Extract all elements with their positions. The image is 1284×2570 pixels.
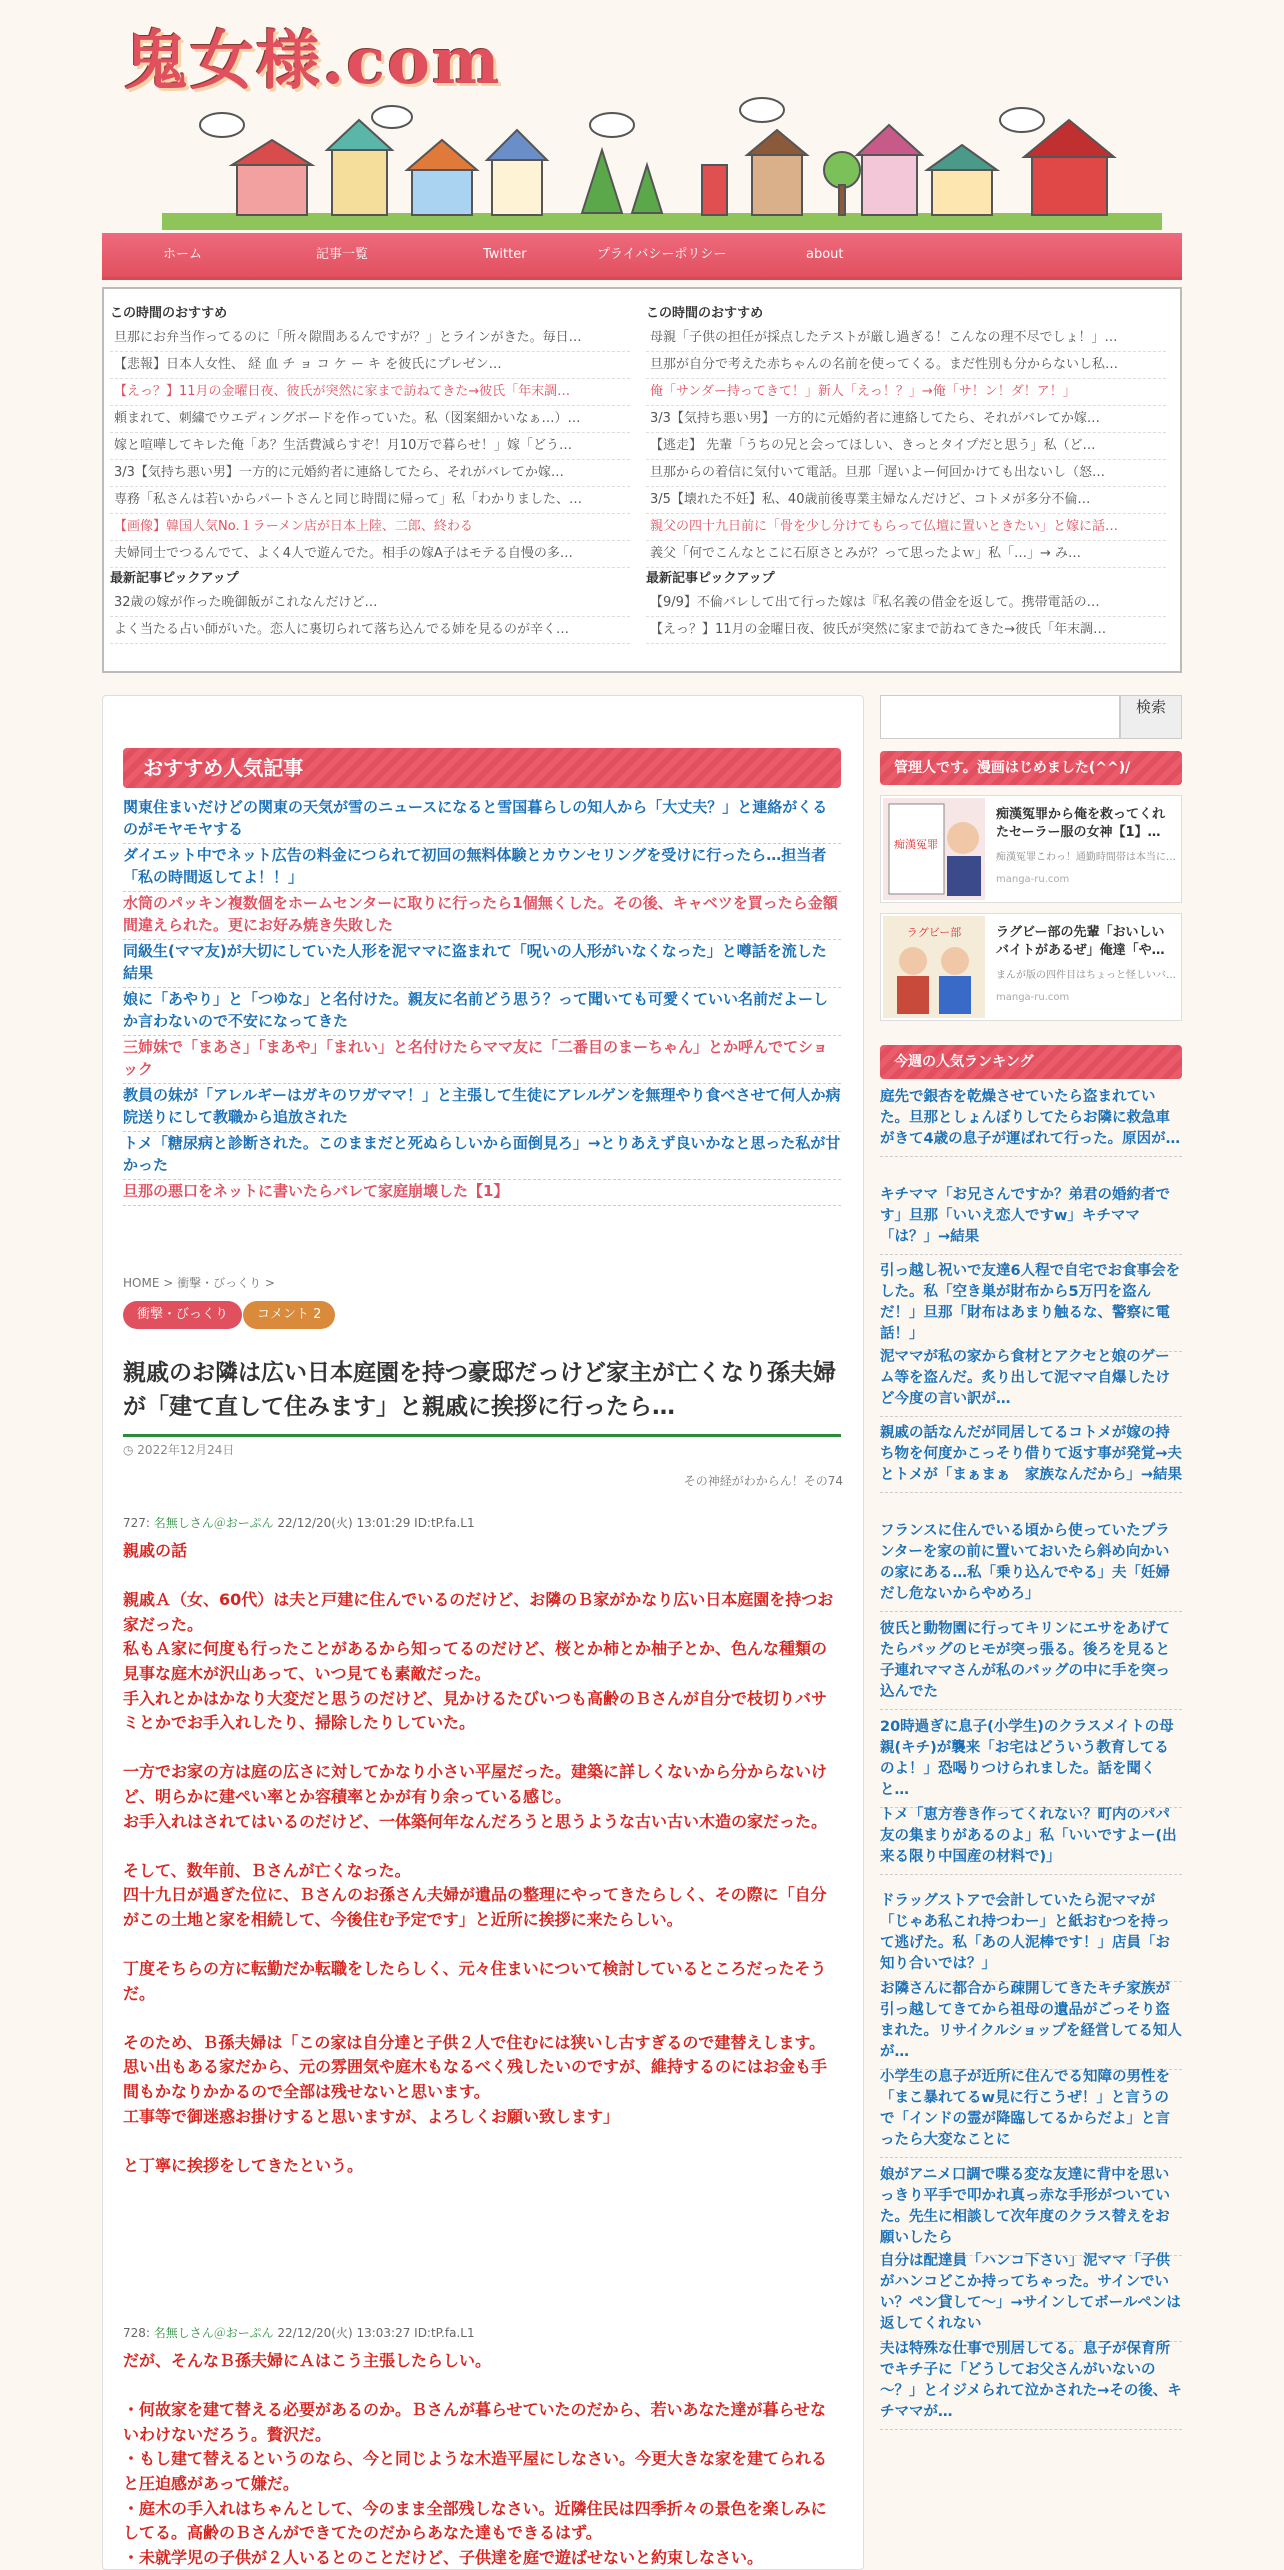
- recommended-article-link[interactable]: ダイエット中でネット広告の料金につられて初回の無料体験とカウンセリングを受けに行ったら…担当者「私の時間返してよ！！」: [123, 844, 841, 892]
- pickup-link[interactable]: 旦那にお弁当作ってるのに「所々隙間あるんですが？」とラインがきた。毎日…: [110, 325, 630, 352]
- recommended-article-link[interactable]: 水筒のパッキン複数個をホームセンターに取りに行ったら1個無くした。その後、キャベツを買ったら金額間違えられた。更にお好み焼き失敗した: [123, 892, 841, 940]
- pickup-link[interactable]: 3/3【気持ち悪い男】一方的に元婚約者に連絡してたら、それがバレてか嫁…: [646, 406, 1166, 433]
- ranking-item[interactable]: トメ「恵方巻き作ってくれない？町内のパパ友の集まりがあるのよ」私「いいですよー(出来る限り中国産の材料で)」: [880, 1805, 1182, 1875]
- article-series-label: その神経がわからん！その74: [683, 1474, 843, 1488]
- recommended-article-link[interactable]: 教員の妹が「アレルギーはガキのワガママ！」と主張して生徒にアレルゲンを無理やり食べさせて何人か病院送りにして教職から追放された: [123, 1084, 841, 1132]
- pickup-link[interactable]: 俺「サンダー持ってきて！」新人「えっ！？」→俺「サ！ン！ダ！ア！」: [646, 379, 1166, 406]
- pickup-link[interactable]: 頼まれて、刺繍でウエディングボードを作っていた。私（図案細かいなぁ…）…: [110, 406, 630, 433]
- manga-card-desc: まんが版の四件目はちょっと怪しいバ…: [996, 970, 1176, 981]
- ranking-item[interactable]: 自分は配達員「ハンコ下さい」泥ママ「子供がハンコどこか持ってちゃった。サインでいい？ペン貸して～」→サインしてボールペンは返してくれない: [880, 2251, 1182, 2342]
- pickup-link[interactable]: 【えっ？】11月の金曜日夜、彼氏が突然に家まで訪ねてきた→彼氏「年末調…: [110, 379, 630, 406]
- ranking-item[interactable]: 20時過ぎに息子(小学生)のクラスメイトの母親(キチ)が襲来「お宅はどういう教育してるのよ！」恐喝りつけられました。話を聞くと…: [880, 1717, 1182, 1808]
- post-body: だが、そんなＢ孫夫婦にＡはこう主張したらしい。 ・何故家を建て替える必要があるのか。Ｂさんが暮らせていたのだから、若いあなた達が暮らせないわけないだろう。贅沢だ。 ・もし建て替えるというのなら、今と同じような木造平屋にしなさい。今更大きな家を建てられると圧迫感があって嫌だ。 ・庭木の手入れはちゃんとして、今のまま全部残しなさい。近隣住民は四季折々の景色を楽しみにしてる。高齢のＢさんができてたのだからあなた達もできるはず。 ・未就学児の子供が２人いるとのことだけど、子供達を庭で遊ばせないと約束しなさい。: [123, 2351, 828, 2567]
- ranking-item[interactable]: 親戚の話なんだが同居してるコトメが嫁の持ち物を何度かこっそり借りて返す事が発覚→夫とトメが「まぁまぁ 家族なんだから」→結果: [880, 1423, 1182, 1493]
- recommended-article-link[interactable]: 関東住まいだけどの関東の天気が雪のニュースになると雪国暮らしの知人から「大丈夫？」と連絡がくるのがモヤモヤする: [123, 796, 841, 844]
- pickup-link[interactable]: 義父「何でこんなとこに石原さとみが？って思ったよｗ」私「…」→ み…: [646, 541, 1166, 568]
- pickup-link[interactable]: 【9/9】不倫バレして出て行った嫁は『私名義の借金を返して。携帯電話の…: [646, 590, 1166, 617]
- pickup-link[interactable]: 32歳の嫁が作った晩御飯がこれなんだけど…: [110, 590, 630, 617]
- search-input[interactable]: [880, 695, 1120, 739]
- pickup-link[interactable]: 【えっ？】11月の金曜日夜、彼氏が突然に家まで訪ねてきた→彼氏「年末調…: [646, 617, 1166, 644]
- ranking-item[interactable]: 娘がアニメ口調で喋る変な友達に背中を思いっきり平手で叩かれ真っ赤な手形がついていた。先生に相談して次年度のクラス替えをお願いしたら: [880, 2165, 1182, 2256]
- pickup-right-column: [646, 303, 1166, 644]
- comment-count-badge[interactable]: コメント 2: [243, 1301, 335, 1329]
- recommended-article-link[interactable]: 三姉妹で「まあさ」「まあや」「まれい」と名付けたらママ友に「二番目のまーちゃん」とか呼んでてショック: [123, 1036, 841, 1084]
- pickup-link[interactable]: 3/3【気持ち悪い男】一方的に元婚約者に連絡してたら、それがバレてか嫁…: [110, 460, 630, 487]
- ranking-item[interactable]: 彼氏と動物園に行ってキリンにエサをあげてたらバッグのヒモが突っ張る。後ろを見ると子連れママさんが私のバッグの中に手を突っ込んでた: [880, 1619, 1182, 1710]
- pickup-link[interactable]: 【悲報】日本人女性、 経 血 チ ョ コ ケ ー キ を彼氏にプレゼン…: [110, 352, 630, 379]
- pickup-link[interactable]: 親父の四十九日前に「骨を少し分けてもらって仏壇に置いときたい」と嫁に話…: [646, 514, 1166, 541]
- search-button[interactable]: 検索: [1120, 695, 1182, 739]
- manga-cover-text: 痴漢冤罪: [894, 838, 938, 851]
- manga-card-title: ラグビー部の先輩「おいしいバイトがあるぜ」俺達「や…: [996, 925, 1165, 958]
- manga-card[interactable]: [880, 913, 1182, 1021]
- ranking-item[interactable]: 泥ママが私の家から食材とアクセと娘のゲーム等を盗んだ。炙り出して泥ママ自爆したけど今度の言い訳が…: [880, 1347, 1182, 1417]
- post-meta: 728: 名無しさん＠おーぷん 22/12/20(火) 13:03:27 ID:tP.fa.L1: [123, 2326, 475, 2340]
- pickup-link[interactable]: 旦那が自分で考えた赤ちゃんの名前を使ってくる。まだ性別も分からないし私…: [646, 352, 1166, 379]
- pickup-heading: 最新記事ピックアップ: [646, 571, 775, 586]
- pickup-left-column: [110, 303, 630, 644]
- clock-icon: ◷: [123, 1443, 138, 1457]
- pickup-link[interactable]: 3/5【壊れた不妊】私、40歳前後専業主婦なんだけど、コトメが多分不倫…: [646, 487, 1166, 514]
- site-header: [102, 0, 1182, 232]
- ranking-item[interactable]: お隣さんに都合から疎開してきたキチ家族が引っ越してきてから祖母の遺品がごっそり盗まれた。リサイクルショップを経営してる知人が…: [880, 1979, 1182, 2070]
- manga-thumbnail: [883, 916, 985, 1018]
- post-meta: 727: 名無しさん＠おーぷん 22/12/20(火) 13:01:29 ID:tP.fa.L1: [123, 1516, 475, 1530]
- recommended-article-link[interactable]: 娘に「あやり」と「つゆな」と名付けた。親友に名前どう思う？って聞いても可愛くていい名前だよーしか言わないので不安になってきた: [123, 988, 841, 1036]
- site-logo[interactable]: 鬼女様.com: [124, 24, 502, 99]
- recommended-article-link[interactable]: トメ「糖尿病と診断された。このままだと死ぬらしいから面倒見ろ」→とりあえず良いかなと思った私が甘かった: [123, 1132, 841, 1180]
- main-content: [102, 695, 864, 2570]
- pickup-heading: この時間のおすすめ: [646, 306, 764, 321]
- pickup-link[interactable]: 夫婦同士でつるんでて、よく4人で遊んでた。相手の嫁A子はモテる自慢の多…: [110, 541, 630, 568]
- category-badge[interactable]: 衝撃・びっくり: [123, 1301, 242, 1329]
- recommended-article-link[interactable]: 旦那の悪口をネットに書いたらバレて家庭崩壊した【1】: [123, 1180, 841, 1206]
- post-body: 親戚の話 親戚Ａ（女、60代）は夫と戸建に住んでいるのだけど、お隣のＢ家がかなり広い日本庭園を持つお家だった。 私もＡ家に何度も行ったことがあるから知ってるのだけど、桜とか柿とか柚子とか、色んな種類の見事な庭木が沢山あって、いつ見ても素敵だった。 手入れとかはかなり大変だと思うのだけど、見かけるたびいつも高齢のＢさんが自分で枝切りバサミとかでお手入れしたり、掃除したりしていた。 一方でお家の方は庭の広さに対してかなり小さい平屋だった。建築に詳しくないから分からないけど、明らかに建ぺい率とか容積率とかが有り余っている感じ。 お手入れはされてはいるのだけど、一体築何年なんだろうと思うような古い古い木造の家だった。 そして、数年前、Ｂさんが亡くなった。 四十九日が過ぎた位に、Ｂさんのお孫さん夫婦が遺品の整理にやってきたらしく、その際に「自分がこの土地と家を相続して、今後住む予定です」と近所に挨拶に来たらしい。 丁度そちらの方に転勤だか転職をしたらしく、元々住まいについて検討しているところだったそうだ。 そのため、Ｂ孫夫婦は「この家は自分達と子供２人で住むには狭いし古すぎるので建替えします。 思い出もある家だから、元の雰囲気や庭木もなるべく残したいのですが、維持するのにはお金も手間もかなりかかるので全部は残せないと思います。 工事等で御迷惑お掛けすると思いますが、よろしくお願い致します」 と丁寧に挨拶をしてきたという。: [123, 1541, 834, 2175]
- ranking-heading: 今週の人気ランキング: [880, 1045, 1182, 1079]
- ranking-item[interactable]: キチママ「お兄さんですか？弟君の婚約者です」旦那「いいえ恋人ですw」キチママ「は？」→結果: [880, 1185, 1182, 1255]
- article-title: 親戚のお隣は広い日本庭園を持つ豪邸だっけど家主が亡くなり孫夫婦が「建て直して住みます」と親戚に挨拶に行ったら…: [123, 1356, 841, 1437]
- town-illustration: [162, 95, 1162, 230]
- global-nav: [102, 233, 1182, 280]
- manga-card[interactable]: [880, 795, 1182, 903]
- nav-twitter[interactable]: Twitter: [483, 247, 527, 262]
- manga-card-title: 痴漢冤罪から俺を救ってくれたセーラー服の女神【1】…: [996, 807, 1166, 840]
- manga-cover-text: ラグビー部: [906, 926, 962, 939]
- pickup-link[interactable]: 旦那からの着信に気付いて電話。旦那「遅いよー何回かけても出ないし（怒…: [646, 460, 1166, 487]
- pickup-heading: この時間のおすすめ: [110, 306, 228, 321]
- breadcrumb[interactable]: HOME > 衝撃・びっくり >: [123, 1276, 275, 1290]
- pickup-heading: 最新記事ピックアップ: [110, 571, 239, 586]
- nav-home[interactable]: ホーム: [163, 247, 203, 262]
- nav-article-list[interactable]: 記事一覧: [316, 247, 369, 262]
- pickup-link[interactable]: よく当たる占い師がいた。恋人に裏切られて落ち込んでる姉を見るのが辛く…: [110, 617, 630, 644]
- manga-heading: 管理人です。漫画はじめました(^^)/: [880, 751, 1182, 785]
- recommended-article-link[interactable]: 同級生(ママ友)が大切にしていた人形を泥ママに盗まれて「呪いの人形がいなくなった」と噂話を流した結果: [123, 940, 841, 988]
- ranking-item[interactable]: 庭先で銀杏を乾燥させていたら盗まれていた。旦那としょんぼりしてたらお隣に救急車がきて4歳の息子が運ばれて行った。原因が…: [880, 1087, 1182, 1157]
- pickup-link[interactable]: 母親「子供の担任が採点したテストが厳し過ぎる！こんなの理不尽でしょ！」…: [646, 325, 1166, 352]
- ranking-item[interactable]: 小学生の息子が近所に住んでる知障の男性を「まこ暴れてるw見に行こうぜ！」と言うので「インドの霊が降臨してるからだよ」と言ったら大変なことに: [880, 2067, 1182, 2158]
- ranking-item[interactable]: ドラッグストアで会計していたら泥ママが「じゃあ私これ持つわー」と紙おむつを持って逃げた。私「あの人泥棒です！」店員「お知り合いでは？」: [880, 1891, 1182, 1982]
- pickup-link[interactable]: 嫁と喧嘩してキレた俺「あ？生活費減らすぞ！月10万で暮らせ！」嫁「どう…: [110, 433, 630, 460]
- recommended-heading: おすすめ人気記事: [123, 748, 841, 788]
- pickup-box: [102, 287, 1182, 673]
- ranking-item[interactable]: 夫は特殊な仕事で別居してる。息子が保育所でキチ子に「どうしてお父さんがいないの～？」とイジメられて泣かされた→その後、キチママが…: [880, 2339, 1182, 2430]
- nav-about[interactable]: about: [806, 247, 844, 262]
- ranking-item[interactable]: 引っ越し祝いで友達6人程で自宅でお食事会をした。私「空き巣が財布から5万円を盗んだ！」旦那「財布はあまり触るな、警察に電話！」: [880, 1261, 1182, 1352]
- manga-card-desc: 痴漢冤罪こわっ！通勤時間帯は本当に…: [996, 852, 1176, 863]
- pickup-link[interactable]: 【画像】韓国人気No.１ラーメン店が日本上陸、二郎、終わる: [110, 514, 630, 541]
- article-date: ◷ 2022年12月24日: [123, 1443, 235, 1457]
- pickup-link[interactable]: 【逃走】 先輩「うちの兄と会ってほしい、きっとタイプだと思う」私（ど…: [646, 433, 1166, 460]
- nav-privacy-policy[interactable]: プライバシーポリシー: [597, 247, 727, 262]
- ranking-item[interactable]: フランスに住んでいる頃から使っていたプランターを家の前に置いておいたら斜め向かいの家にある…私「乗り込んでやる」夫「妊婦だし危ないからやめろ」: [880, 1521, 1182, 1612]
- manga-thumbnail: [883, 798, 985, 900]
- manga-card-url: manga-ru.com: [996, 874, 1070, 885]
- pickup-link[interactable]: 専務「私さんは若いからパートさんと同じ時間に帰って」私「わかりました、…: [110, 487, 630, 514]
- manga-card-url: manga-ru.com: [996, 992, 1070, 1003]
